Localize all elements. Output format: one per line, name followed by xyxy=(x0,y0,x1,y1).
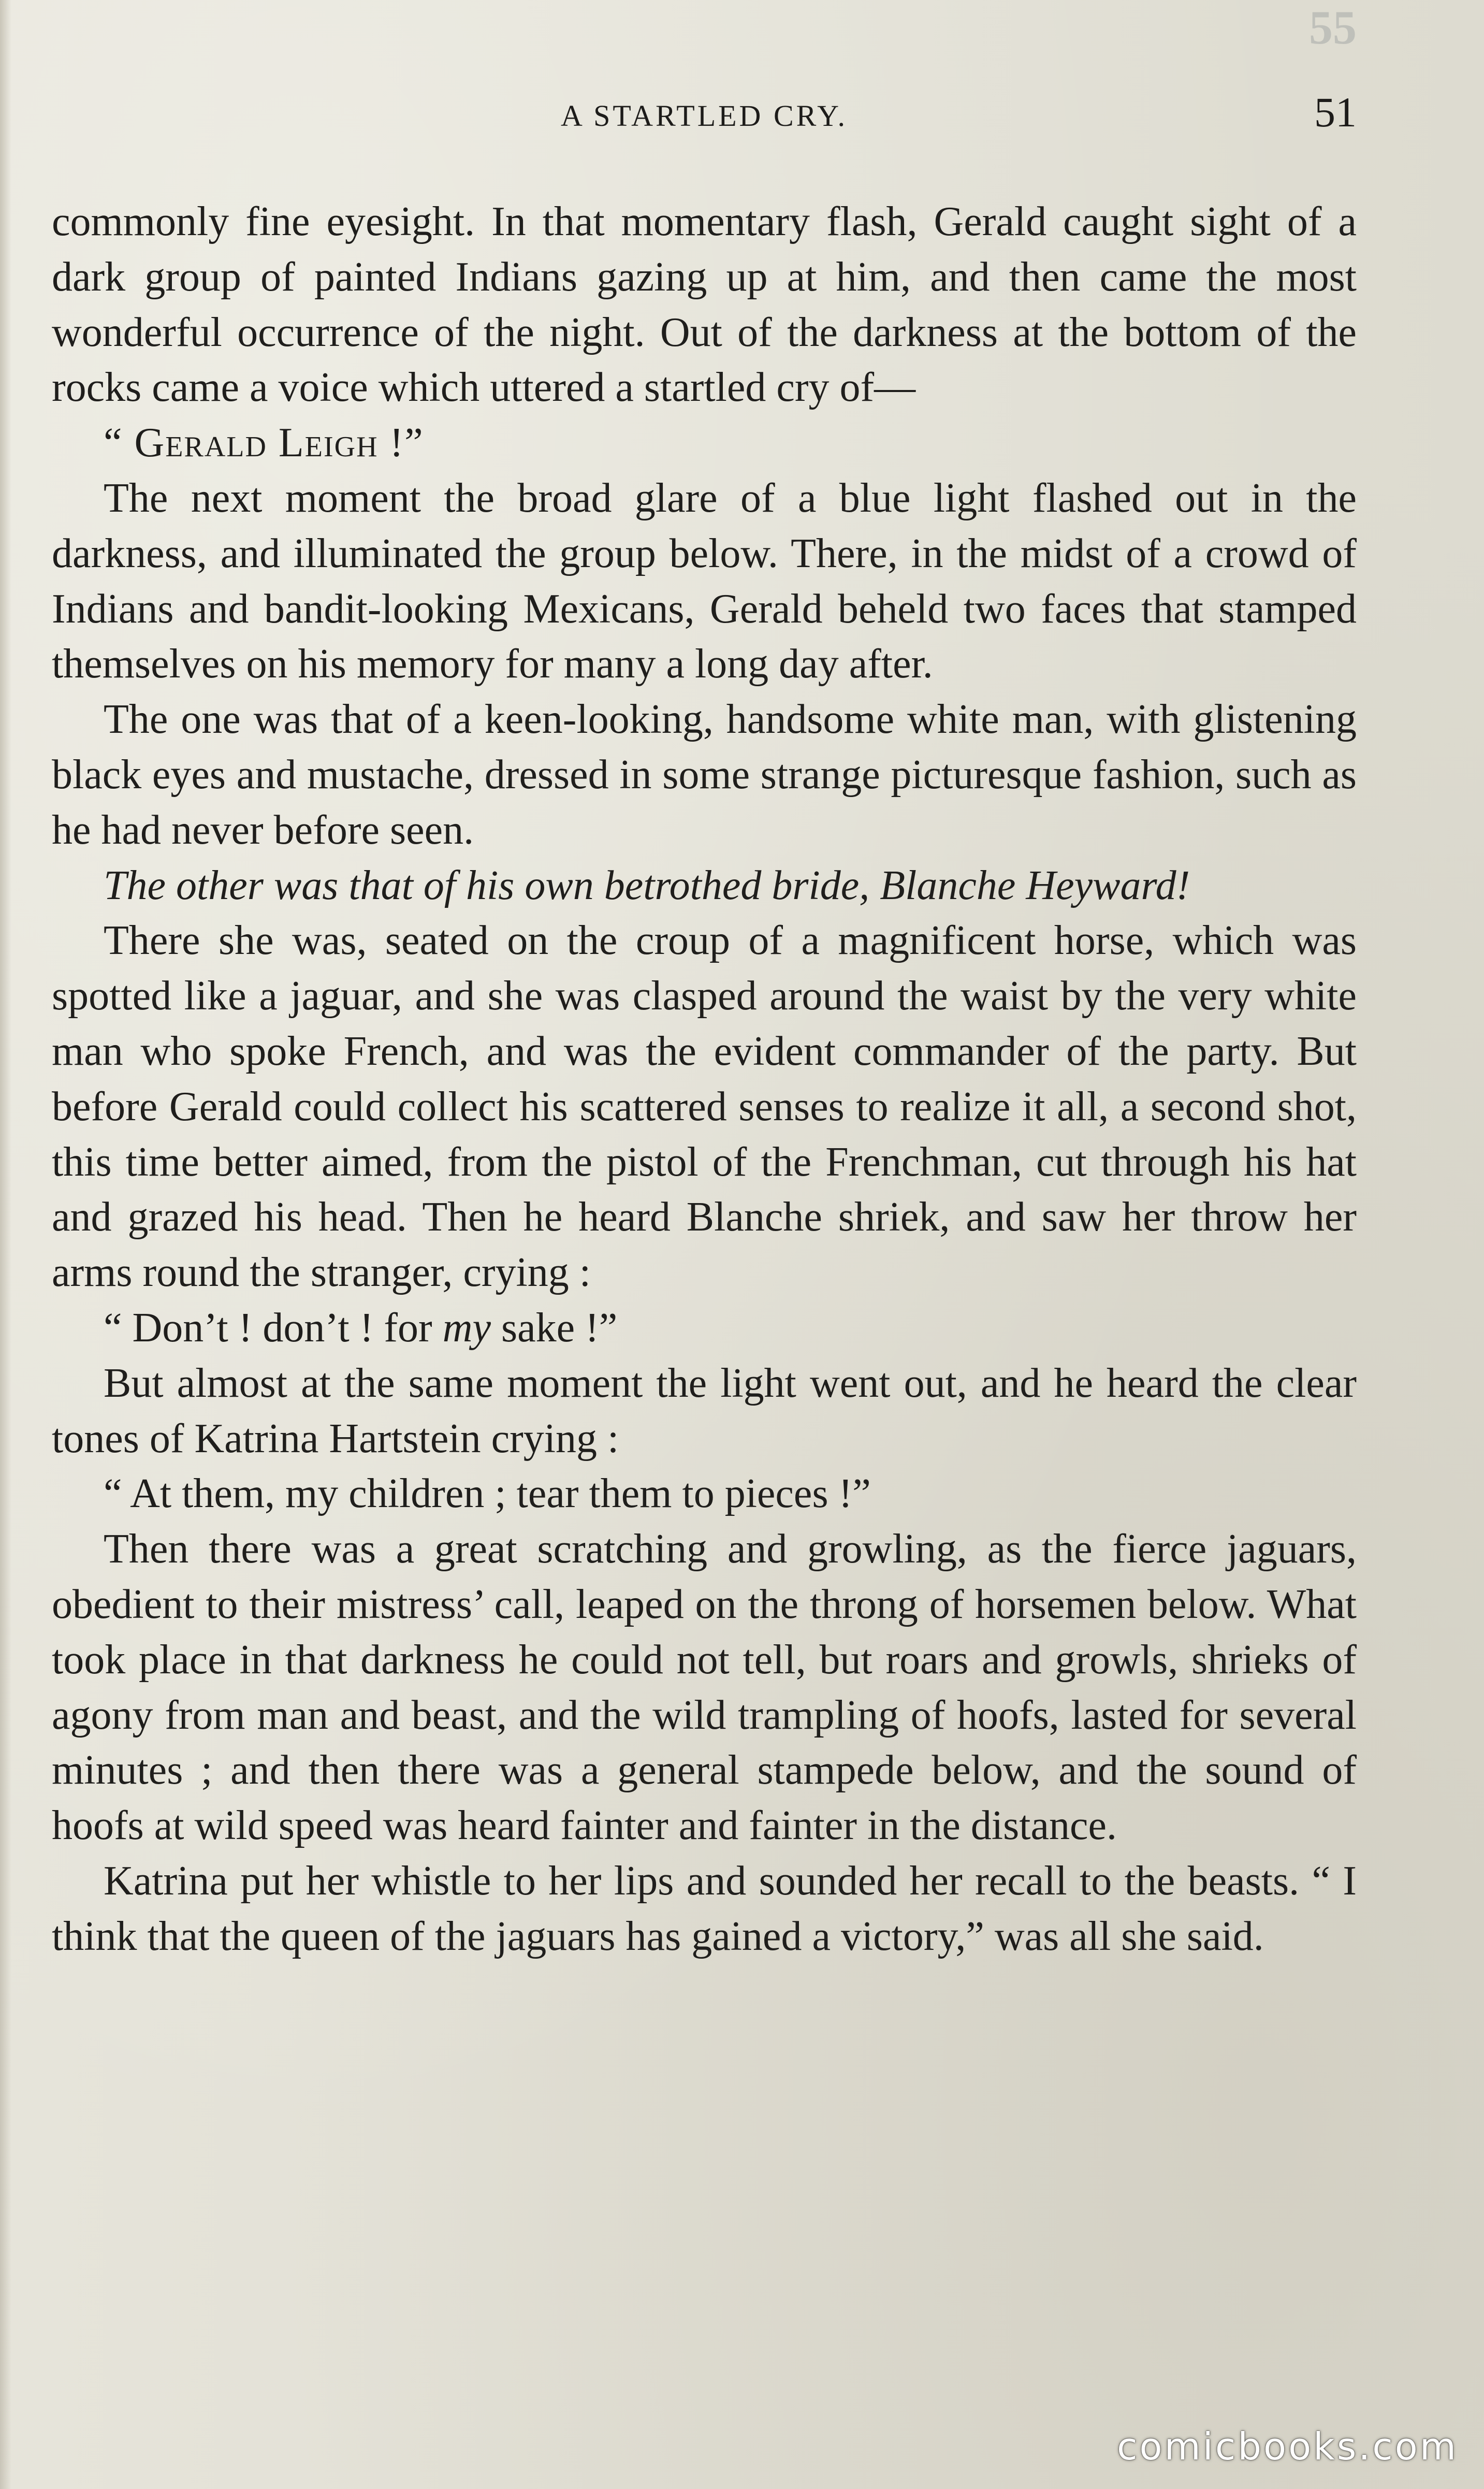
paragraph-4: The one was that of a keen-looking, handsome white man, with glistening black eyes and mustache, dressed in some strange picturesque fashion, such as he had never before seen. xyxy=(52,697,1357,853)
paragraph-7-part-b: sake !” xyxy=(490,1305,618,1351)
paragraph-7-emphasis: my xyxy=(442,1305,491,1351)
paragraph-7-part-a: “ Don’t ! don’t ! for xyxy=(104,1305,443,1351)
paragraph-3: The next moment the broad glare of a blue light flashed out in the darkness, and illuminated the group below. There, in the midst of a crowd of Indians and bandit-looking Mexicans, Gerald beheld two faces that stamped themselves on his memory for many a long day after. xyxy=(52,475,1357,687)
paragraph-8: But almost at the same moment the light went out, and he heard the clear tones of Katrina Hartstein crying : xyxy=(52,1360,1357,1461)
bleed-through-page-number: 55 xyxy=(1309,1,1357,54)
body-text xyxy=(52,194,1357,1964)
paragraph-10: Then there was a great scratching and growling, as the fierce jaguars, obedient to their mistress’ call, leaped on the throng of horsemen below. What took place in that darkness he could not tell, but roars and growls, shrieks of agony from man and beast, and the wild trampling of hoofs, lasted for several minutes ; and then there was a general stampede below, and the sound of hoofs at wild speed was heard fainter and fainter in the distance. xyxy=(52,1526,1357,1849)
paragraph-5: The other was that of his own betrothed bride, Blanche Heyward! xyxy=(104,862,1190,908)
paragraph-11: Katrina put her whistle to her lips and sounded her recall to the beasts. “ I think that the queen of the jaguars has gained a victory,” was all she said. xyxy=(52,1858,1357,1959)
paragraph-9: “ At them, my children ; tear them to pieces !” xyxy=(104,1471,871,1517)
running-head: A STARTLED CRY. xyxy=(560,99,848,133)
page-number: 51 xyxy=(1314,89,1357,136)
paragraph-1: commonly fine eyesight. In that momentary flash, Gerald caught sight of a dark group of painted Indians gazing up at him, and then came the most wonderful occurrence of the night. Out of the darkness at the bottom of the rocks came a voice which uttered a startled cry of— xyxy=(52,199,1357,411)
paragraph-7 xyxy=(52,1300,1357,1356)
watermark: comicbooks.com xyxy=(1116,2425,1458,2468)
paragraph-2: “ Gerald Leigh !” xyxy=(104,420,424,466)
page-header xyxy=(52,88,1357,145)
paragraph-6: There she was, seated on the croup of a magnificent horse, which was spotted like a jaguar, and she was clasped around the waist by the very white man who spoke French, and was the evident commander of the party. But before Gerald could collect his scattered senses to realize it all, a second shot, this time better aimed, from the pistol of the Frenchman, cut through his hat and grazed his head. Then he heard Blanche shriek, and saw her throw her arms round the stranger, crying : xyxy=(52,918,1357,1296)
page-gutter-edge xyxy=(0,0,11,2489)
